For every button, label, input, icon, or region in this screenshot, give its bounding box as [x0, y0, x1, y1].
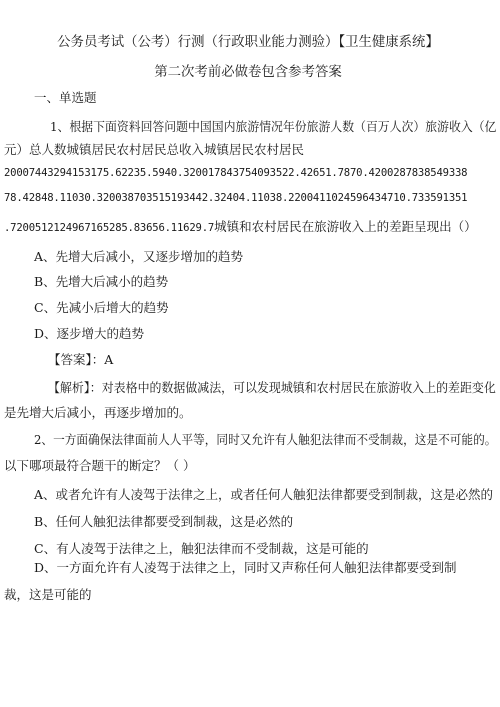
q1-data-line3 — [4, 217, 477, 235]
q2-option-d-line2: 裁，这是可能的 — [4, 587, 92, 602]
q1-data-line3-prefix: .7200512124967165285.83656.11629.7 — [4, 222, 215, 234]
explanation-label: 【解析】 — [48, 380, 90, 395]
q1-data-line2: 78.42848.11030.320038703515193442.32404.11038.2200411024596434710.733591351 — [4, 192, 468, 204]
q2-stem-line1: 2、一方面确保法律面前人人平等，同时又允许有人触犯法律而不受制裁，这是不可能的。 — [34, 432, 497, 447]
q1-option-b: B、先增大后减小的趋势 — [34, 274, 169, 289]
section-heading: 一、单选题 — [34, 90, 97, 105]
q1-explanation-line2: 是先增大后减小，再逐步增加的。 — [4, 405, 192, 420]
q1-option-d: D、逐步增大的趋势 — [34, 326, 145, 341]
answer-value: ：A — [91, 352, 114, 367]
q1-stem-line1: 1、根据下面资料回答问题中国国内旅游情况年份旅游人数（百万人次）旅游收入（亿 — [50, 119, 497, 134]
q1-option-c: C、先减小后增大的趋势 — [34, 300, 169, 315]
q1-data-line3-text: 城镇和农村居民在旅游收入上的差距呈现出（） — [214, 219, 477, 234]
q1-data-line1: 20007443294153175.62235.5940.320017843754093522.42651.7870.4200287838549338 — [4, 167, 468, 179]
q1-stem-line2: 元）总人数城镇居民农村居民总收入城镇居民农村居民 — [4, 142, 305, 157]
q1-answer — [48, 350, 113, 368]
explanation-text: ：对表格中的数据做减法，可以发现城镇和农村居民在旅游收入上的差距变化 — [89, 380, 496, 395]
q2-option-b: B、任何人触犯法律都要受到制裁，这是必然的 — [34, 514, 294, 529]
q2-option-c: C、有人凌驾于法律之上，触犯法律而不受制裁，这是可能的 — [34, 541, 369, 556]
document-subtitle: 第二次考前必做卷包含参考答案 — [154, 64, 342, 80]
q2-option-a: A、或者允许有人凌驾于法律之上，或者任何人触犯法律都要受到制裁，这是必然的 — [34, 487, 494, 502]
q2-stem-line2: 以下哪项最符合题干的断定？（ ） — [4, 458, 196, 473]
answer-label: 【答案】 — [48, 352, 92, 367]
document-title: 公务员考试（公考）行测（行政职业能力测验）【卫生健康系统】 — [57, 34, 439, 50]
q1-explanation-line1 — [48, 378, 496, 396]
q2-option-d-line1: D、一方面允许有人凌驾于法律之上，同时又声称任何人触犯法律都要受到制 — [34, 560, 457, 575]
q1-option-a: A、先增大后减小，又逐步增加的趋势 — [34, 249, 244, 264]
